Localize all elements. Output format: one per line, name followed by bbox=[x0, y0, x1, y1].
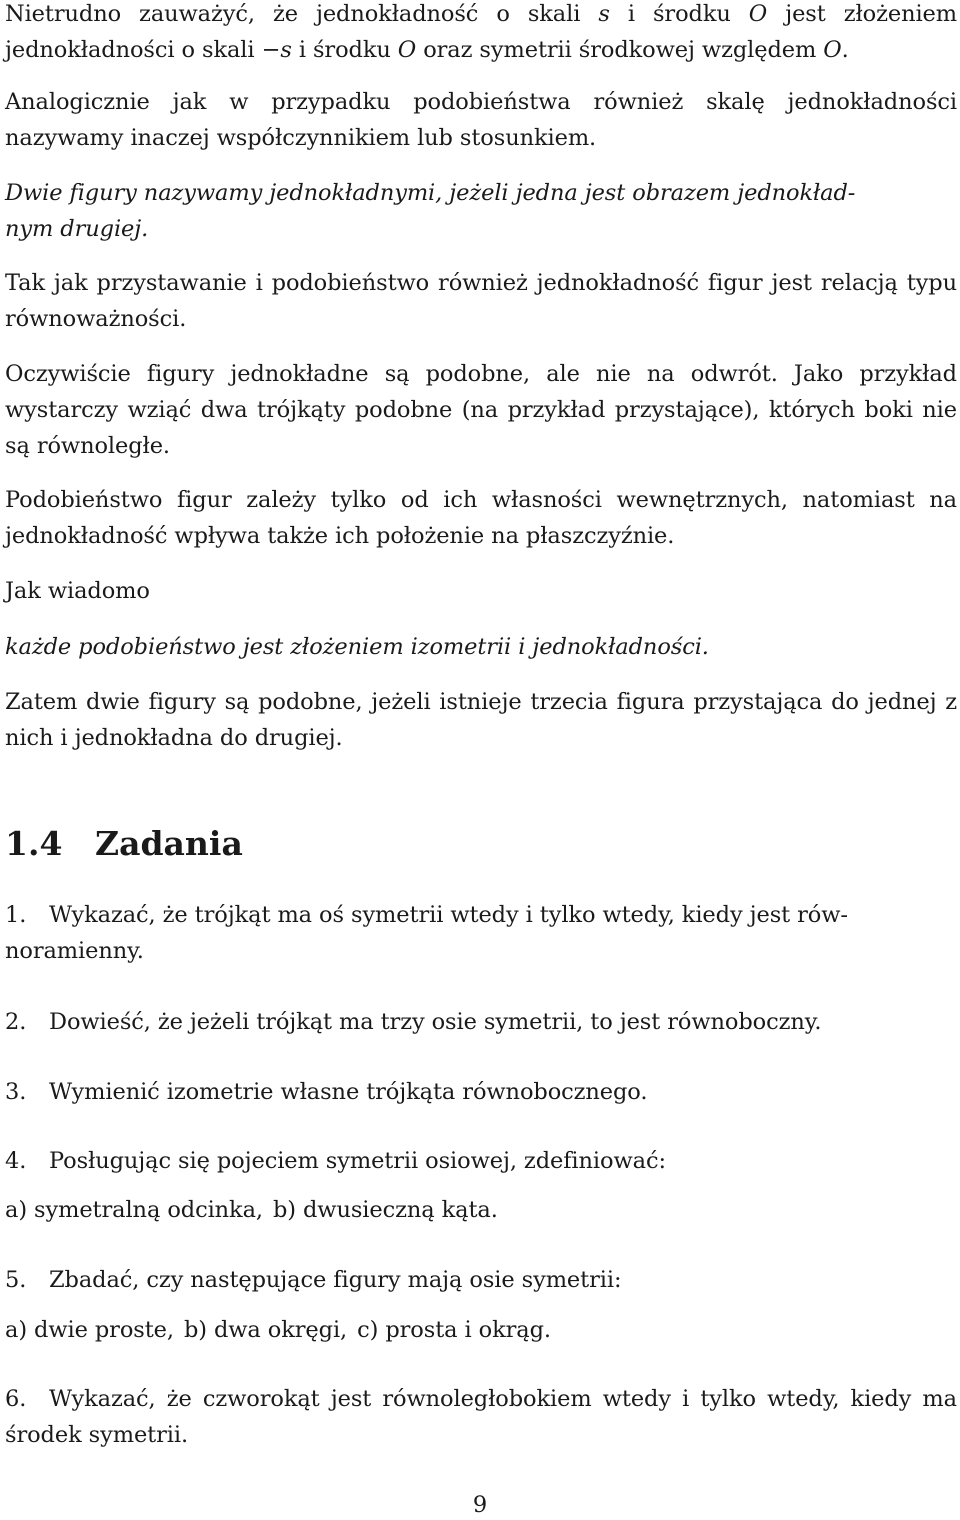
task-1: 1. Wykazać, że trójkąt ma oś symetrii wtedy i tylko wtedy, kiedy jest rów- noramienny. bbox=[5, 902, 848, 964]
paragraph-equivalence-relation: Tak jak przystawanie i podobieństwo również jednokładność figur jest relacją typu równoważności. bbox=[5, 270, 957, 332]
task-6: 6. Wykazać, że czworokąt jest równoległobokiem wtedy i tylko wtedy, kiedy ma środek symetrii. bbox=[5, 1386, 957, 1448]
definition-homothetic-figures: Dwie figury nazywamy jednokładnymi, jeżeli jedna jest obrazem jednokład- nym drugiej. bbox=[5, 180, 856, 242]
section-heading bbox=[5, 822, 243, 866]
task-5: 5. Zbadać, czy następujące figury mają osie symetrii: bbox=[5, 1267, 622, 1293]
paragraph-conclusion: Zatem dwie figury są podobne, jeżeli istnieje trzecia figura przystająca do jednej z nich i jednokładna do drugiej. bbox=[5, 689, 957, 751]
math-s: s bbox=[598, 1, 610, 27]
math-O: O bbox=[748, 1, 768, 27]
section-number: 1.4 bbox=[5, 824, 63, 863]
paragraph-scale-naming: Analogicznie jak w przypadku podobieństwa również skalę jednokładności nazywamy inaczej współczynnikiem lub stosunkiem. bbox=[5, 89, 957, 151]
task-4-options: a) symetralną odcinka, b) dwusieczną kąta. bbox=[5, 1197, 498, 1223]
paragraph-homothety-composition: Nietrudno zauważyć, że jednokładność o skali s i środku O jest złożeniem jednokładności o skali −s i środku O oraz symetrii środkowej względem O. bbox=[5, 1, 958, 63]
section-title: Zadania bbox=[95, 824, 243, 863]
theorem-similarity-composition: każde podobieństwo jest złożeniem izometrii i jednokładności. bbox=[5, 634, 709, 660]
paragraph-internal-properties: Podobieństwo figur zależy tylko od ich własności wewnętrznych, natomiast na jednokładność wpływa także ich położenie na płaszczyźnie. bbox=[5, 487, 957, 549]
page-number: 9 bbox=[472, 1492, 488, 1518]
task-5-options: a) dwie proste, b) dwa okręgi, c) prosta i okrąg. bbox=[5, 1317, 551, 1343]
task-4: 4. Posługując się pojeciem symetrii osiowej, zdefiniować: bbox=[5, 1148, 666, 1174]
paragraph-as-known: Jak wiadomo bbox=[5, 578, 150, 604]
paragraph-similar-not-homothetic: Oczywiście figury jednokładne są podobne, ale nie na odwrót. Jako przykład wystarczy wziąć dwa trójkąty podobne (na przykład przystające), których boki nie są równoległe. bbox=[5, 361, 957, 459]
math-O: O bbox=[823, 37, 842, 63]
math-O: O bbox=[397, 37, 417, 63]
task-2: 2. Dowieść, że jeżeli trójkąt ma trzy osie symetrii, to jest równoboczny. bbox=[5, 1009, 822, 1035]
task-3: 3. Wymienić izometrie własne trójkąta równobocznego. bbox=[5, 1079, 648, 1105]
math-minus-s: −s bbox=[261, 37, 292, 63]
